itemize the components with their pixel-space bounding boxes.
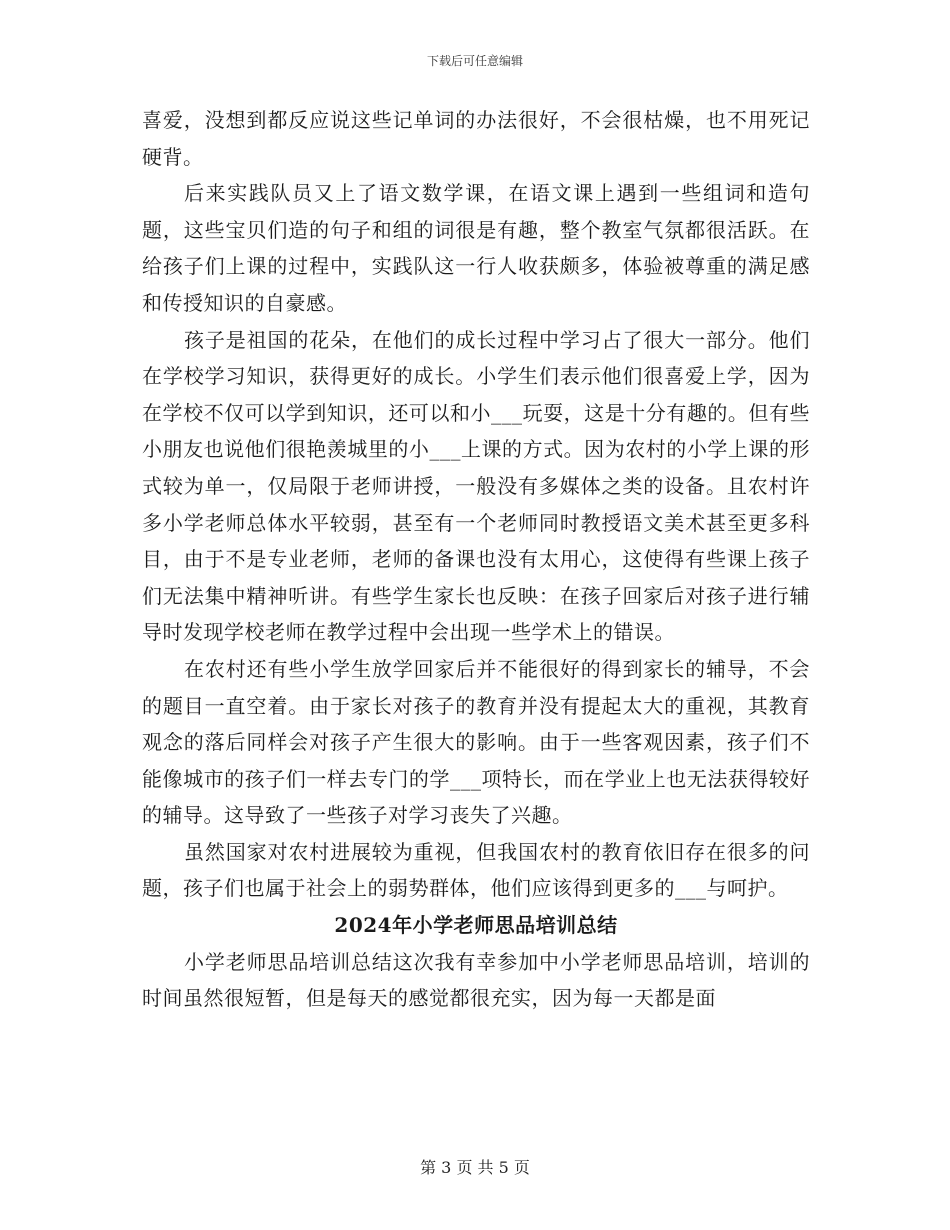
section-paragraph: 小学老师思品培训总结这次我有幸参加中小学老师思品培训，培训的时间虽然很短暂，但是每天的感觉都很充实，因为每一天都是面 — [142, 949, 810, 1011]
body-paragraph: 在农村还有些小学生放学回家后并不能很好的得到家长的辅导，不会的题目一直空着。由于家长对孩子的教育并没有提起太大的重视，其教育观念的落后同样会对孩子产生很大的影响。由于一些客观因素，孩子们不能像城市的孩子们一样去专门的学___项特长，而在学业上也无法获得较好的辅导。这导致了一些孩子对学习丧失了兴趣。 — [142, 656, 810, 828]
page-header-note: 下载后可任意编辑 — [426, 54, 523, 68]
document-body — [142, 102, 810, 1017]
body-paragraph: 后来实践队员又上了语文数学课，在语文课上遇到一些组词和造句题，这些宝贝们造的句子和组的词很是有趣，整个教室气氛都很活跃。在给孩子们上课的过程中，实践队这一行人收获颇多，体验被尊重的满足感和传授知识的自豪感。 — [142, 181, 810, 315]
body-paragraph: 虽然国家对农村进展较为重视，但我国农村的教育依旧存在很多的问题，孩子们也属于社会上的弱势群体，他们应该得到更多的___与呵护。 — [142, 839, 810, 901]
page-number-footer: 第 3 页 共 5 页 — [420, 1158, 530, 1177]
body-paragraph: 孩子是祖国的花朵，在他们的成长过程中学习占了很大一部分。他们在学校学习知识，获得更好的成长。小学生们表示他们很喜爱上学，因为在学校不仅可以学到知识，还可以和小___玩耍，这是十分有趣的。但有些小朋友也说他们很艳羡城里的小___上课的方式。因为农村的小学上课的形式较为单一，仅局限于老师讲授，一般没有多媒体之类的设备。且农村许多小学老师总体水平较弱，甚至有一个老师同时教授语文美术甚至更多科目，由于不是专业老师，老师的备课也没有太用心，这使得有些课上孩子们无法集中精神听讲。有些学生家长也反映：在孩子回家后对孩子进行辅导时发现学校老师在教学过程中会出现一些学术上的错误。 — [142, 327, 810, 645]
section-title: 2024年小学老师思品培训总结 — [334, 913, 618, 938]
body-paragraph: 喜爱，没想到都反应说这些记单词的办法很好，不会很枯燥，也不用死记硬背。 — [142, 108, 810, 169]
